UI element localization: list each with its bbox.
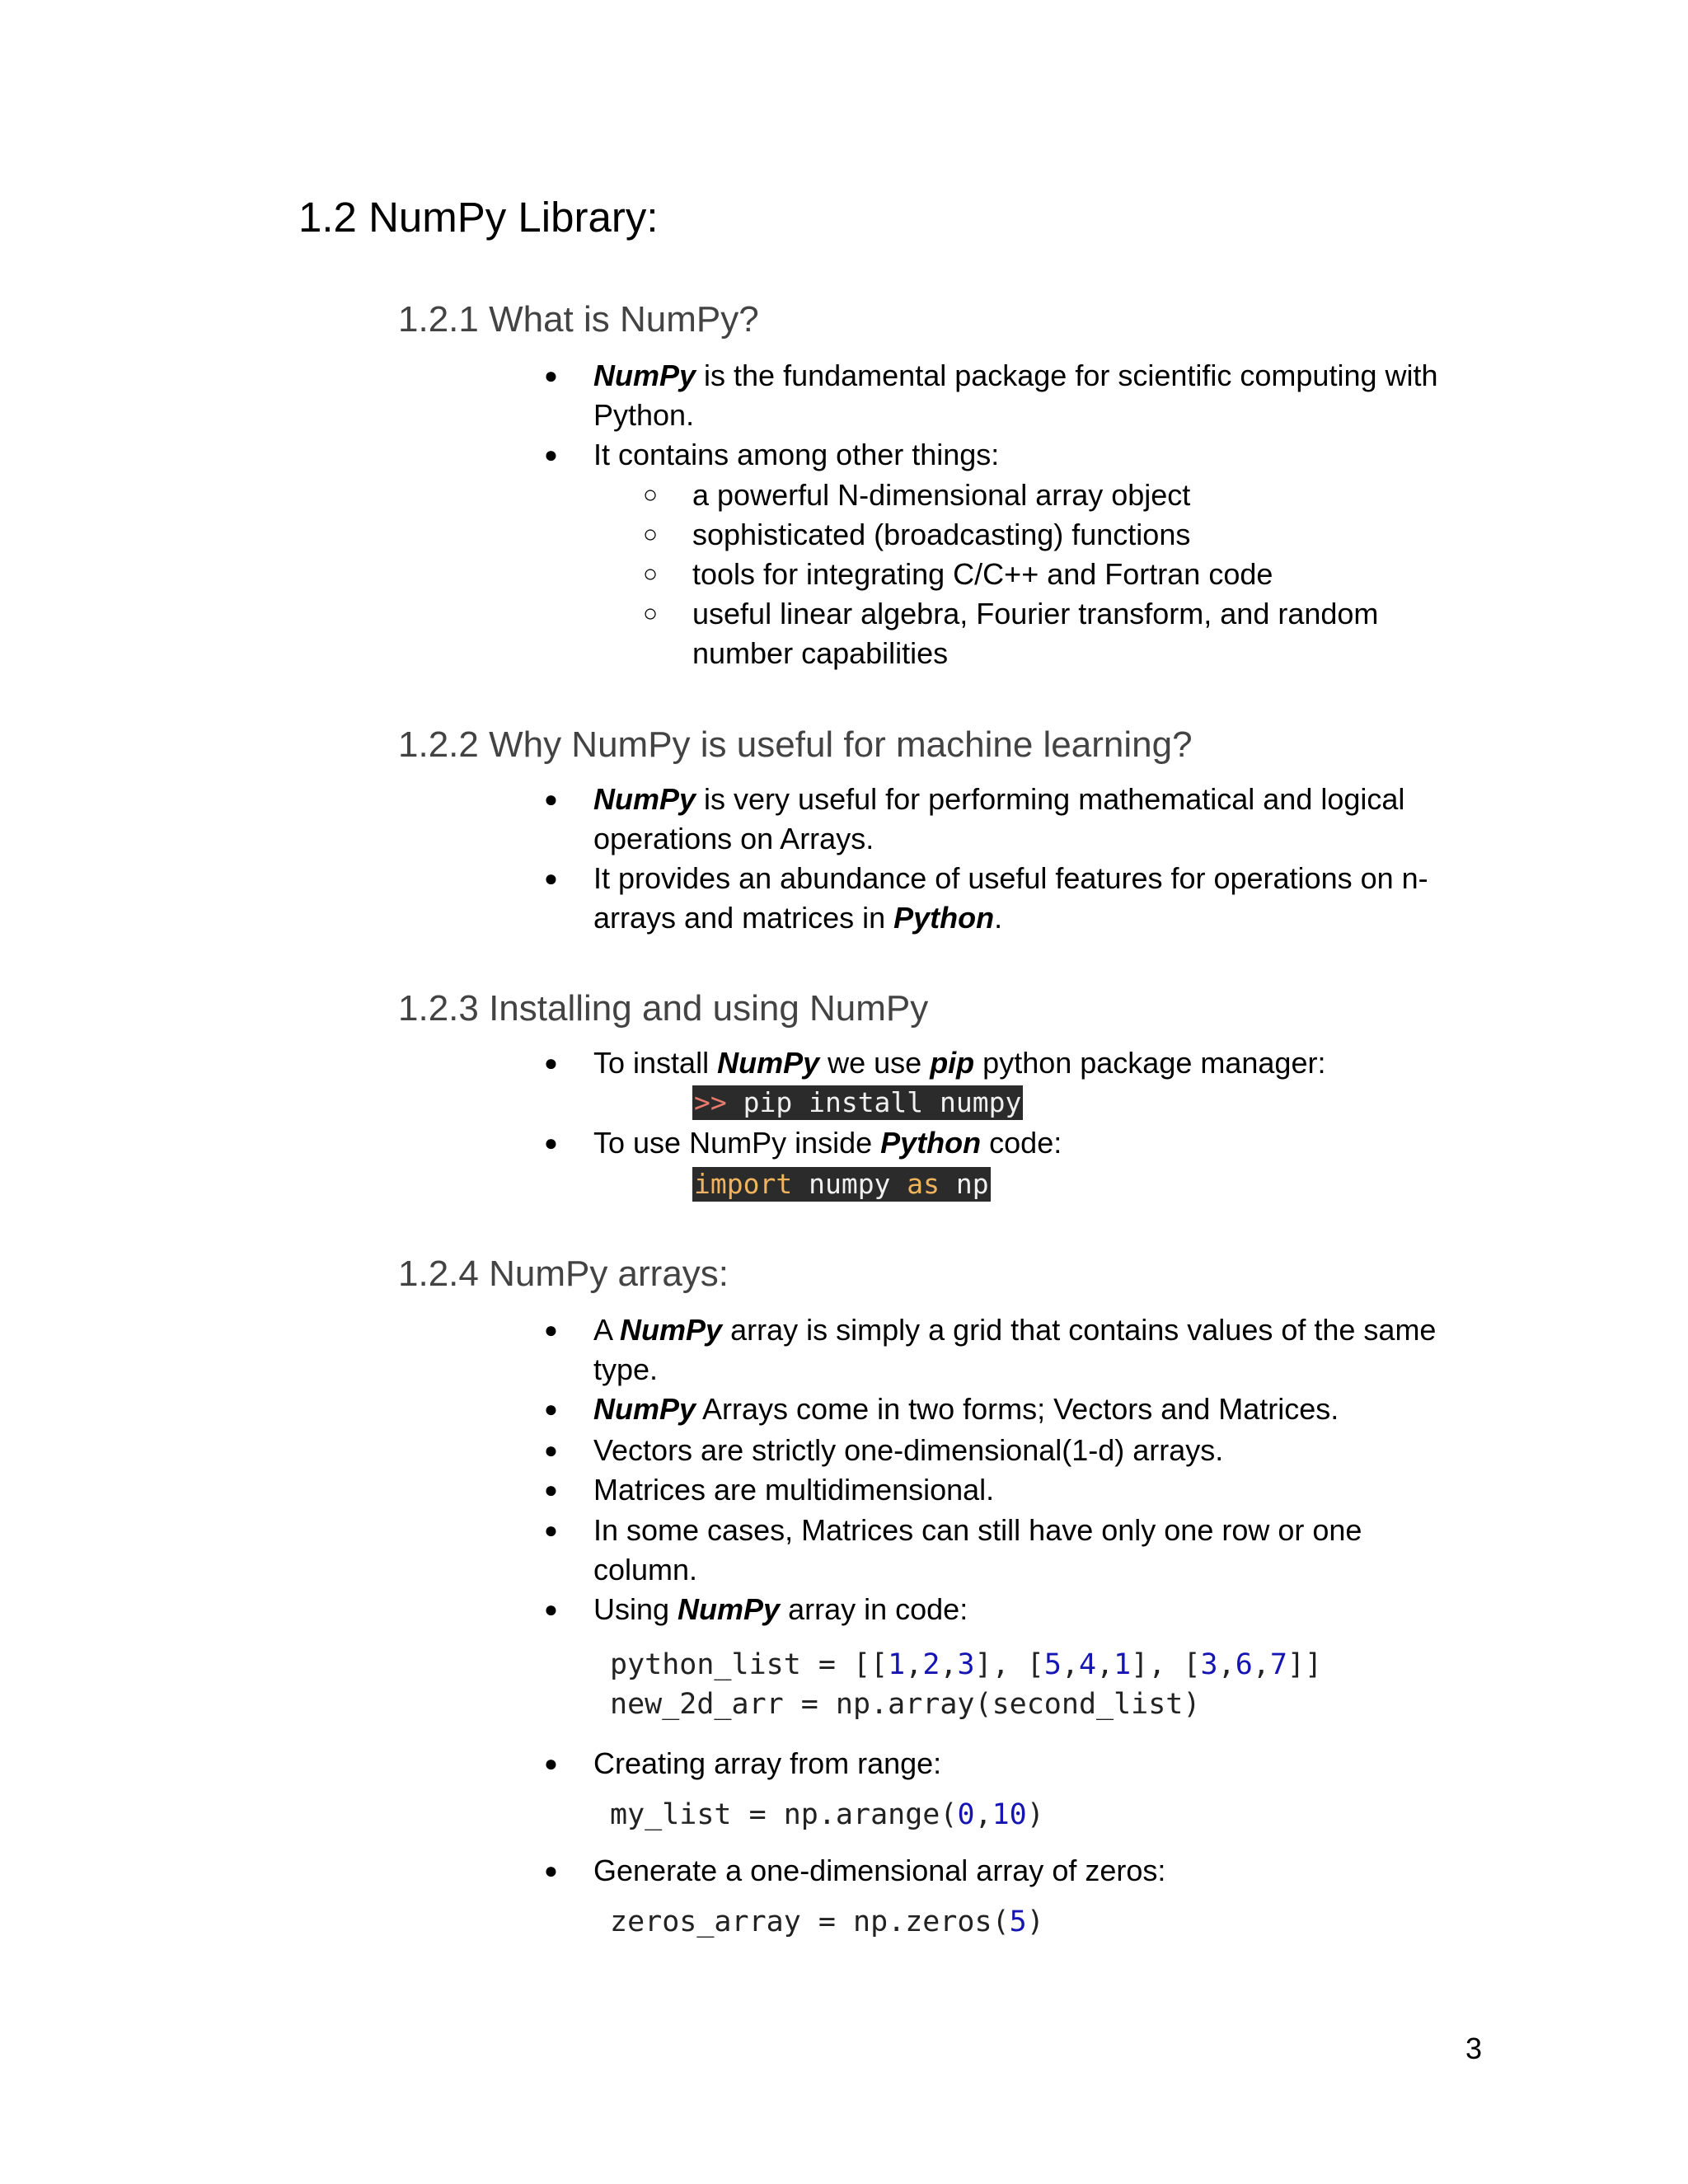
code-number: 5 [1043,1648,1062,1681]
list-item [593,1590,1467,1629]
terminal-snippet-install [692,1085,1023,1120]
code-number: 1 [888,1648,906,1681]
list-item [593,780,1467,859]
list-item [593,1511,1467,1590]
list-item-text: Vectors are strictly one-dimensional(1-d) arrays. [593,1433,1224,1467]
code-number: 7 [1269,1648,1287,1681]
emphasis-text: NumPy [593,359,696,392]
code-snippet-import [692,1167,991,1202]
list-item [593,1310,1467,1390]
code-line: python_list = [[1,2,3], [5,4,1], [3,6,7]] [610,1648,1323,1681]
list-item [593,1043,1467,1083]
list-item-text: To use NumPy inside [593,1126,881,1160]
section-heading: 1.2.3 Installing and using NumPy [398,988,929,1029]
code-number: 3 [957,1648,975,1681]
list-item-text: array is simply a grid that contains values of the same type. [593,1313,1437,1386]
list-item [593,1744,1467,1783]
list-item [593,1390,1467,1429]
code-number: 6 [1235,1648,1253,1681]
list-item-text: Arrays come in two forms; Vectors and Matrices. [696,1392,1339,1426]
list-item-text: To install [593,1046,718,1080]
sub-list-item: ○ sophisticated (broadcasting) functions [692,515,1434,555]
emphasis-text: pip [930,1046,975,1080]
code-block-arange: my_list = np.arange(0,10) [610,1798,1044,1831]
code-number: 4 [1079,1648,1097,1681]
list-item-text: is the fundamental package for scientific computing with Python. [593,359,1438,432]
code-text: python_list = [[ [610,1648,889,1681]
list-item-text: Using [593,1592,678,1626]
list-item-text: Matrices are multidimensional. [593,1473,995,1507]
code-text: zeros_array = np.zeros( [610,1905,1010,1938]
code-number: 2 [922,1648,940,1681]
sub-list-item: ○ a powerful N-dimensional array object [692,476,1434,515]
terminal-command: pip install numpy [726,1086,1022,1118]
code-number: 0 [957,1798,975,1831]
list-item-text: It provides an abundance of useful features for operations on n-arrays and matrices in [593,861,1428,935]
sub-list-item: ○ tools for integrating C/C++ and Fortran code [692,555,1434,594]
page-number: 3 [1465,2032,1483,2065]
section-heading: 1.2.4 NumPy arrays: [398,1254,729,1294]
list-item-text: is very useful for performing mathematical and logical operations on Arrays. [593,782,1405,855]
code-number: 10 [992,1798,1027,1831]
section-heading: 1.2.1 What is NumPy? [398,299,759,340]
list-item [593,356,1467,435]
list-item [593,1851,1467,1891]
code-line: new_2d_arr = np.array(second_list) [610,1688,1201,1721]
list-item-text: we use [819,1046,931,1080]
code-number: 1 [1114,1648,1132,1681]
code-block-zeros [610,1902,1044,1942]
list-item-text: python package manager: [974,1046,1326,1080]
section-heading: 1.2.2 Why NumPy is useful for machine learning? [398,724,1193,765]
emphasis-text: NumPy [717,1046,820,1080]
list-item [593,1123,1467,1163]
emphasis-text: NumPy [593,782,696,816]
code-number: 3 [1200,1648,1218,1681]
list-item-text: array in code: [780,1592,968,1626]
list-item [593,1431,1467,1470]
code-block-python-list [610,1645,1322,1724]
emphasis-text: Python [893,901,995,935]
terminal-prompt: >> [694,1086,727,1118]
list-item-text: It contains among other things: [593,438,1000,471]
code-text: ) [1026,1905,1044,1938]
code-text: numpy [792,1168,907,1200]
emphasis-text: Python [880,1126,982,1160]
list-item [593,1470,1467,1510]
code-keyword: as [907,1168,940,1200]
emphasis-text: NumPy [620,1313,723,1347]
code-keyword: import [694,1168,793,1200]
sub-list-item: ○ useful linear algebra, Fourier transform, and random number capabilities [692,594,1434,673]
code-text: ) [1026,1798,1044,1831]
list-item-text: Creating array from range: [593,1746,942,1780]
list-item-text: . [994,901,1003,935]
list-item [593,859,1467,938]
page-title: 1.2 NumPy Library: [298,194,659,241]
list-item-text: Generate a one-dimensional array of zeros: [593,1854,1166,1887]
list-item [593,435,1467,475]
emphasis-text: NumPy [678,1592,781,1626]
emphasis-text: NumPy [593,1392,696,1426]
list-item-text: A [593,1313,621,1347]
code-number: 5 [1009,1905,1027,1938]
list-item-text: In some cases, Matrices can still have only one row or one column. [593,1513,1362,1586]
list-item-text: code: [981,1126,1062,1160]
code-text: np [940,1168,989,1200]
code-text: my_list = np.arange( [610,1798,958,1831]
